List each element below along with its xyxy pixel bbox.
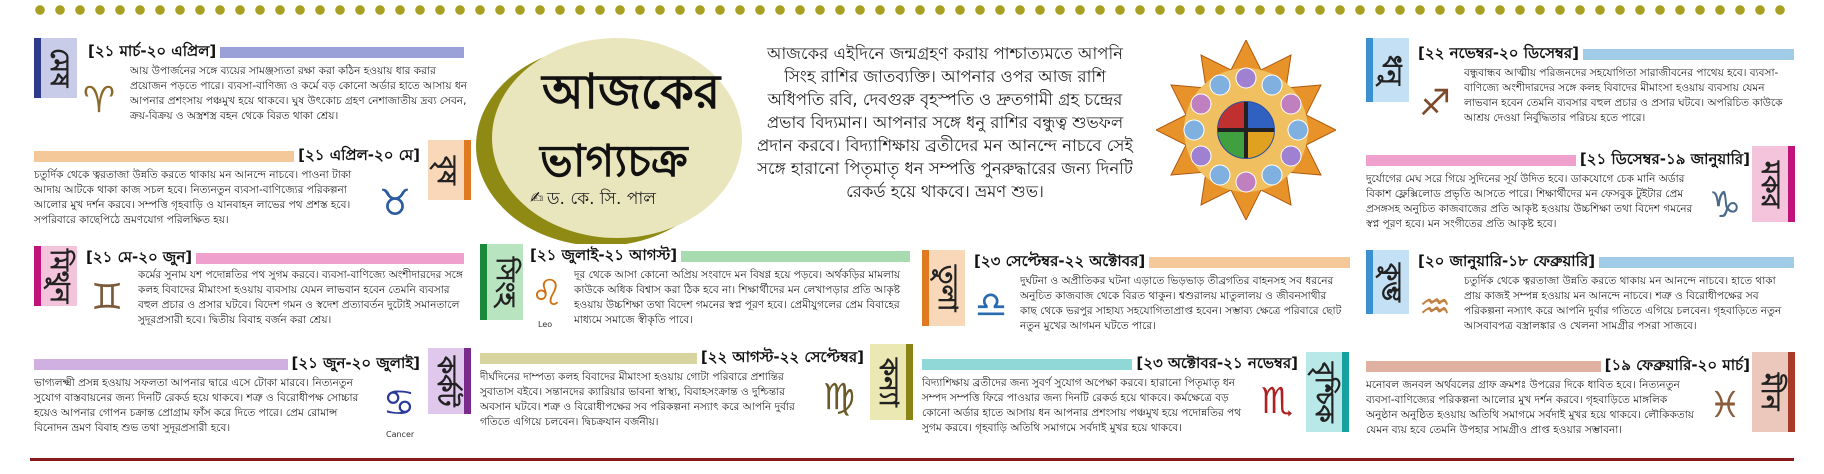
mithun-dates: [২১ মে-২০ জুন] [82,246,196,271]
brishchik-header [922,353,1302,372]
makar-header [1366,149,1754,168]
makar-bar [1366,155,1576,166]
singha-header [526,245,910,264]
singha-bar [681,251,910,262]
leo-icon: ♌ [530,272,564,314]
brishchik-bar [922,359,1132,370]
aries-icon: ♈ [82,79,116,121]
tula-tab: তুলা [922,250,965,326]
mesh-tab: মেষ [34,38,77,98]
kumbha-header [1414,251,1794,270]
dhanu-dates: [২২ নভেম্বর-২০ ডিসেম্বর] [1414,42,1583,67]
kumbha-text: চতুর্দিক থেকে ত্বরতাজা উন্নতি করতে থাকায় মন আনন্দে নাচবে। হাতে থাকা প্রায় কাজই সম্পন্ন হওয়ায় মন আনন্দে নাচবে। শত্রু ও বিরোধীপক্ষের সব পরিকল্পনা নস্যাৎ করে আপনি দুর্বার গতিতে এগিয়ে চলবেন। গৃহবাড়িতে নতুন আসবাবপত্র বস্ত্রালঙ্কার ও খেলনা সামগ্রীর পসরা সাজবে। [1464,275,1782,332]
mithun-tab: মিথুন [34,246,77,306]
virgo-icon: ♍ [822,376,856,418]
title-badge [492,38,742,238]
singha-tab: সিংহ [480,244,523,320]
brishchik-tab: বৃশ্চিক [1306,352,1349,432]
bottom-rule [30,458,1794,461]
scorpio-icon: ♏ [1260,380,1294,422]
kumbha-tab: কুম্ভ [1366,250,1409,314]
karkat-header [34,353,424,372]
taurus-icon: ♉ [378,182,412,224]
cancer-caption: Cancer [386,430,415,439]
pen-icon: ✍ [530,188,544,207]
brish-tab: বৃষ [428,140,471,200]
mithun-header [82,247,464,266]
karkat-dates: [২১ জুন-২০ জুলাই] [288,352,425,377]
pisces-icon: ♓ [1708,384,1742,426]
brish-header [34,145,424,164]
tula-text: দুর্ঘটনা ও অপ্রীতিকর ঘটনা এড়াতে ভিড়ভাড় তীব্রগতির বাহনসহ সব ধরনের অনুচিত কাজবাজ থেকে বিরত থাকুন। শ্বশুরালয় মাতুলালয় ও জীবনসাথীর কাছ থেকে ভরপুর সাহায্য সহযোগিতাপ্রাপ্ত হবেন। সম্ভাব্য ক্ষেত্রে পরিবারে ছোট নতুন মুখের আগমন ঘটতে পারে। [1020,275,1342,332]
karkat-tab: কর্কট [428,348,471,414]
tula-header [970,251,1350,270]
makar-dates: [২১ ডিসেম্বর-১৯ জানুয়ারি] [1576,148,1754,173]
dhanu-tab: ধনু [1366,38,1409,102]
title-line2: ভাগ্যচক্র [540,136,688,187]
aquarius-icon: ♒ [1418,286,1452,328]
meen-text: মনোবল জনবল অর্থবলের গ্রাফ ক্রমশঃ উপরের দিকে ধাবিত হবে। নিত্যনতুন ব্যবসা-বাণিজ্যের পরিকল্পনা আলোর মুখ দর্শন করবে। গৃহবাড়িতে মাঙ্গলিক অনুষ্ঠান অনুষ্ঠিত হওয়ায় অতিথি সমাগমে সর্বদাই মুখর হয়ে থাকবে। লৌকিকতায় যেমন ব্যয় হবে তেমনি উপহার সামগ্রীও প্রাপ্ত হওয়ার সম্ভাবনা। [1366,379,1694,436]
kanya-text: দীর্ঘদিনের দাম্পত্য কলহ বিবাদের মীমাংসা হওয়ায় গোটা পরিবারে প্রশান্তির সুবাতাস বইবে। সন্তানদের ক্যারিয়ার ভাবনা স্বাস্থ্য, বিবাহসংক্রান্ত ও দুশ্চিন্তার অবসান ঘটবে। শত্রু ও বিরোধীপক্ষের সব পরিকল্পনা নস্যাৎ করে আপনি দুর্বার গতিতে এগিয়ে চলবেন। দ্বিচক্রযান বর্জনীয়। [480,371,795,428]
author: ড. কে. সি. পাল [547,189,656,209]
dhanu-header [1414,43,1794,62]
sagittarius-icon: ♐ [1418,82,1452,124]
mithun-bar [196,253,464,264]
karkat-text: ভাগ্যলক্ষ্মী প্রসন্ন হওয়ায় সফলতা আপনার দ্বারে এসে টোকা মারবে। নিত্যনতুন সুযোগ বাস্তবায়নের জন্য দিনটি রেকর্ড হয়ে থাকবে। শত্রু ও বিরোধীপক্ষ সোচ্চার হয়েও আপনার গোপন চক্রান্ত প্রোগ্রাম ফাঁস করে দিতে পারে। প্রেম রোমান্স বিনোদন ভ্রমণ বিবাহ শুভ তথা সুদূরপ্রসারী হবে। [34,377,359,434]
makar-tab: মকর [1752,146,1795,222]
meen-tab: মীন [1752,352,1795,432]
leo-caption: Leo [538,320,553,329]
cancer-icon: ♋ [382,382,416,424]
dhanu-text: বন্ধুবান্ধব আত্মীয় পরিজনদের সহযোগিতা সারাজীবনের পাথেয় হবে। ব্যবসা-বাণিজ্যে অংশীদারদের সঙ্গে কলহ বিবাদের মীমাংসা হওয়ায় ব্যবসায় যেমন লাভবান হবেন তেমনি ব্যবসার বহুল প্রচার ও প্রসার ঘটবে। অপরিচিত কাউকে আশ্রয় দেওয়া নির্বুদ্ধিতার পরিচয় হতে পারে। [1464,67,1783,124]
gemini-icon: ♊ [90,276,124,318]
kumbha-bar [1599,257,1794,268]
brishchik-text: বিদ্যাশিক্ষায় ব্রতীদের জন্য সুবর্ণ সুযোগ অপেক্ষা করবে। হারানো পিতৃমাতৃ ধন সম্পদ সম্পত্তি ফিরে পাওয়ার জন্য দিনটি রেকর্ড হয়ে থাকবে। কর্মক্ষেত্রে বড় কোনো অর্ডার হাতে আসায় ধন আপনার প্রশংসায় পঞ্চমুখ হয়ে পদোন্নতির পথ সুগম করবে। গৃহবাড়ি অতিথি সমাগমে সর্বদাই মুখর হয়ে থাকবে। [922,377,1242,434]
dhanu-bar [1583,49,1794,60]
mesh-header [84,41,464,60]
karkat-bar [34,359,288,370]
mesh-dates: [২১ মার্চ-২০ এপ্রিল] [84,40,220,65]
mesh-text: আয় উপার্জনের সঙ্গে ব্যয়ের সামঞ্জস্যতা রক্ষা করা কঠিন হওয়ায় ধার করার প্রয়োজন পড়তে পারে। ব্যবসা-বাণিজ্য ও কর্মে বড় কোনো অর্ডার হাতে আসায় ধন আপনার প্রশংসায় পঞ্চমুখ হয়ে থাকবে। ঘুষ উৎকোচ গ্রহণ নেশাজাতীয় দ্রব্য সেবন, ক্রয়-বিক্রয় ও অস্ত্রশস্ত্র বহন থেকে বিরত থাকা শ্রেয়। [130,65,467,122]
kanya-header [480,347,868,366]
title-line1: আজকের [542,64,721,120]
makar-text: দুর্যোগের মেঘ সরে গিয়ে সুদিনের সূর্য উদিত হবে। ডাকযোগে চেক মানি অর্ডার বিকাশ ফ্লেক্সিলোড প্রভৃতি আসতে পারে। শিক্ষার্থীদের মন ফেসবুক টুইটার প্রেম প্রসঙ্গসহ অনুচিত কাজবাজের প্রতি আকৃষ্ট হওয়ায় উচ্চশিক্ষা তথা বিদেশ গমনের স্বপ্ন পূরণ হবে। মন সংগীতের প্রতি আকৃষ্ট হবে। [1366,173,1693,230]
tula-bar [1149,257,1350,268]
kumbha-dates: [২০ জানুয়ারি-১৮ ফেব্রুয়ারি] [1414,250,1599,275]
brishchik-dates: [২৩ অক্টোবর-২১ নভেম্বর] [1132,352,1302,377]
brish-dates: [২১ এপ্রিল-২০ মে] [294,144,424,169]
brish-text: চতুর্দিক থেকে ত্বরতাজা উন্নতি করতে থাকায় মন আনন্দে নাচবে। পাওনা টাকা আদায় আটকে থাকা কাজ সচল হবে। নিত্যনতুন ব্যবসা-বাণিজ্যের পরিকল্পনা আলোর মুখ দর্শন করবে। সম্পত্তি গৃহবাড়ি ও যানবাহন লাভের পথ প্রশস্ত হবে। সপরিবারে কাছেপিঠে ভ্রমণযোগ পরিলক্ষিত হয়। [34,169,352,226]
kanya-bar [480,353,697,364]
singha-text: দূর থেকে আসা কোনো অপ্রিয় সংবাদে মন বিষণ্ণ হয়ে পড়বে। অর্থকড়ির মামলায় কাউকে অধিক বিশ্বাস করা ঠিক হবে না। শিক্ষার্থীদের মন লেখাপড়ার প্রতি আকৃষ্ট হওয়ায় উচ্চশিক্ষা তথা বিদেশ গমনের স্বপ্ন পূরণ হবে। প্রেমীযুগলের প্রেম বিবাহের মাধ্যমে সমাজে স্বীকৃতি পাবে। [574,269,901,326]
intro-text: আজকের এইদিনে জন্মগ্রহণ করায় পাশ্চাত্যমতে আপনি সিংহ রাশির জাতব্যক্তি। আপনার ওপর আজ রাশি অধিপতি রবি, দেবগুরু বৃহস্পতি ও দ্রুতগামী গ্রহ চন্দ্রের প্রভাব বিদ্যমান। আপনার সঙ্গে ধনু রাশির বন্ধুত্ব শুভফল প্রদান করবে। বিদ্যাশিক্ষায় ব্রতীদের মন আনন্দে নাচবে সেই সঙ্গে হারানো পিতৃমাতৃ ধন সম্পত্তি পুনরুদ্ধারের জন্য দিনটি রেকর্ড হয়ে থাকবে। ভ্রমণ শুভ। [757,44,1133,201]
meen-header [1366,355,1754,374]
dotted-border [30,4,1794,16]
capricorn-icon: ♑ [1708,184,1742,226]
meen-dates: [১৯ ফেব্রুয়ারি-২০ মার্চ] [1601,354,1754,379]
libra-icon: ♎ [974,284,1008,326]
kanya-tab: কন্যা [870,344,913,420]
brish-bar [34,151,294,162]
singha-dates: [২১ জুলাই-২১ আগস্ট] [526,244,681,269]
kanya-dates: [২২ আগস্ট-২২ সেপ্টেম্বর] [697,346,868,371]
meen-bar [1366,361,1601,372]
tula-dates: [২৩ সেপ্টেম্বর-২২ অক্টোবর] [970,250,1149,275]
mithun-text: কর্মের সুনাম যশ পদোন্নতির পথ সুগম করবে। ব্যবসা-বাণিজ্যে অংশীদারদের সঙ্গে কলহ বিবাদের মীমাংসা হওয়ায় ব্যবসায় যেমন লাভবান হবেন তেমনি ব্যবসার বহুল প্রচার ও প্রসার ঘটবে। বিদেশ গমন ও স্বদেশ প্রত্যাবর্তন দুটোই সমানতালে সুদূরপ্রসারী হবে। দ্বিতীয় বিবাহ বর্জন করা শ্রেয়। [138,269,463,326]
mesh-bar [220,47,464,58]
zodiac-wheel-icon [1156,40,1336,220]
